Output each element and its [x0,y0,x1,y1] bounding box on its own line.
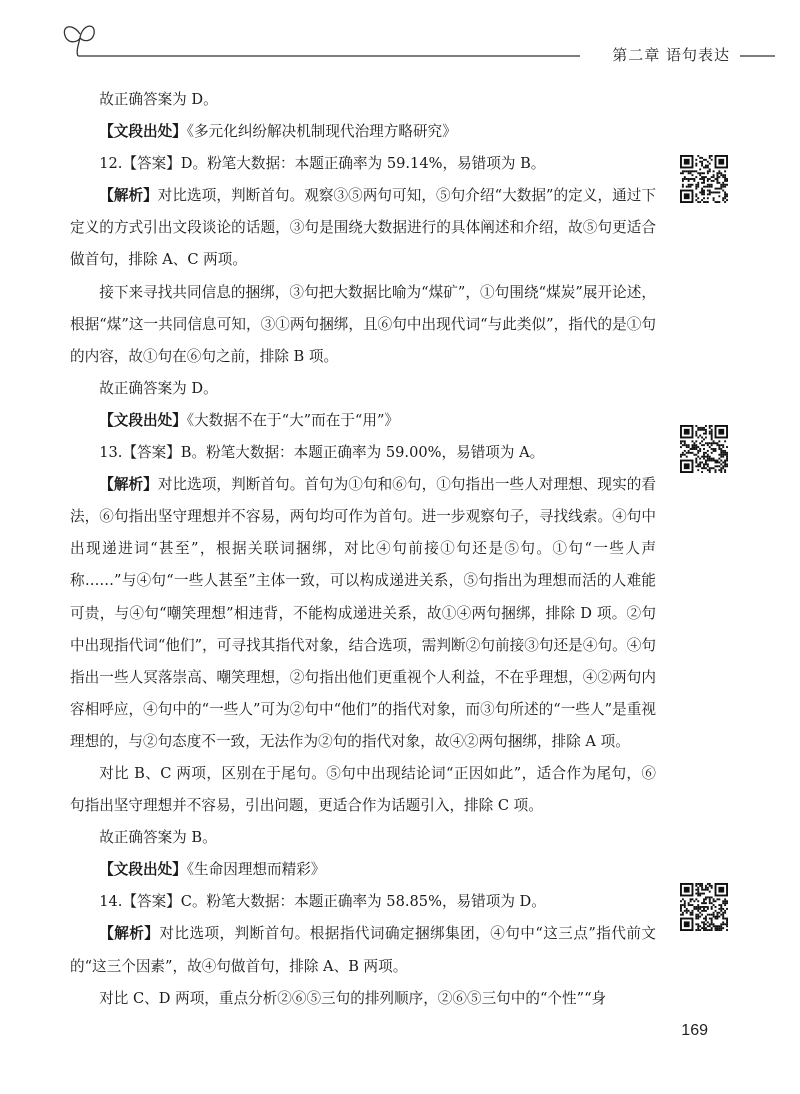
question-14-answer: 14.【答案】C。粉笔大数据：本题正确率为 58.85%，易错项为 D。 [99,893,546,911]
page-header [0,0,800,70]
paragraph: 故正确答案为 D。 [99,91,218,108]
question-13-answer: 13.【答案】B。粉笔大数据：本题正确率为 59.00%，易错项为 A。 [99,444,545,462]
analysis-tag: 【解析】 [99,925,160,943]
qr-code-question-13[interactable] [680,425,728,473]
page-number: 169 [681,1022,708,1039]
question-12-answer: 12.【答案】D。粉笔大数据：本题正确率为 59.14%，易错项为 B。 [99,155,546,173]
paragraph: 故正确答案为 D。 [99,379,218,397]
paragraph: 故正确答案为 B。 [99,829,217,847]
paragraph: 对比 C、D 两项，重点分析②⑥⑤三句的排列顺序，②⑥⑤三句中的“个性”“身 [99,989,607,1007]
source-tag: 【文段出处】 [99,411,187,429]
paragraph: 【文段出处】《大数据不在于“大”而在于“用”》 [99,411,400,429]
analysis-tag: 【解析】 [99,187,158,205]
qr-code-question-12[interactable] [680,155,728,203]
paragraph: 【解析】对比选项，判断首句。首句为①句和⑥句，①句指出一些人对理想、现实的看法，⑥句指出坚守理想并不容易，两句均可作为首句。进一步观察句子，寻找线索。④句中出现递进词“甚至”，根据关联词捆绑，对比④句前接①句还是⑤句。①句“一些人声称……”与④句“一些人甚至”主体一致，可以构成递进关系，⑤句指出为理想而活的人难能可贵，与④句“嘲笑理想”相违背，不能构成递进关系，故①④两句捆绑，排除 D 项。②句中出现指代词“他们”，可寻找其指代对象，结合选项，需判断②句前接③句还是④句。④句指出一些人冥落崇高、嘲笑理想，②句指出他们更重视个人利益，不在乎理想，④②两句内容相呼应，④句中的“一些人”可为②句中“他们”的指代对象，而③句所述的“一些人”是重视理想的，与②句态度不一致，无法作为②句的指代对象，故④②两句捆绑，排除 A 项。 [70,476,656,750]
analysis-tag: 【解析】 [99,476,158,494]
chapter-title: 第二章 语句表达 [602,44,740,65]
paragraph: 【解析】对比选项，判断首句。观察③⑤两句可知，⑤句介绍“大数据”的定义，通过下定义的方式引出文段谈论的话题，③句是围绕大数据进行的具体阐述和介绍，故⑤句更适合做首句，排除 A、C 两项。 [70,187,656,269]
source-tag: 【文段出处】 [99,123,187,141]
paragraph: 接下来寻找共同信息的捆绑，③句把大数据比喻为“煤矿”，①句围绕“煤炭”展开论述，根据“煤”这一共同信息可知，③①两句捆绑，且⑥句中出现代词“与此类似”，指代的是①句的内容，故①句在⑥句之前，排除 B 项。 [70,283,656,365]
qr-code-question-14[interactable] [680,883,728,931]
paragraph: 【文段出处】《生命因理想而精彩》 [99,861,326,879]
paragraph: 【文段出处】《多元化纠纷解决机制现代治理方略研究》 [99,123,457,141]
paragraph: 【解析】对比选项，判断首句。根据指代词确定捆绑集团，④句中“这三点”指代前文的“这三个因素”，故④句做首句，排除 A、B 两项。 [70,925,656,975]
paragraph: 对比 B、C 两项，区别在于尾句。⑤句中出现结论词“正因如此”，适合作为尾句，⑥句指出坚守理想并不容易，引出问题，更适合作为话题引入，排除 C 项。 [70,764,656,815]
answer-explanations [70,84,656,1015]
source-tag: 【文段出处】 [99,861,187,879]
